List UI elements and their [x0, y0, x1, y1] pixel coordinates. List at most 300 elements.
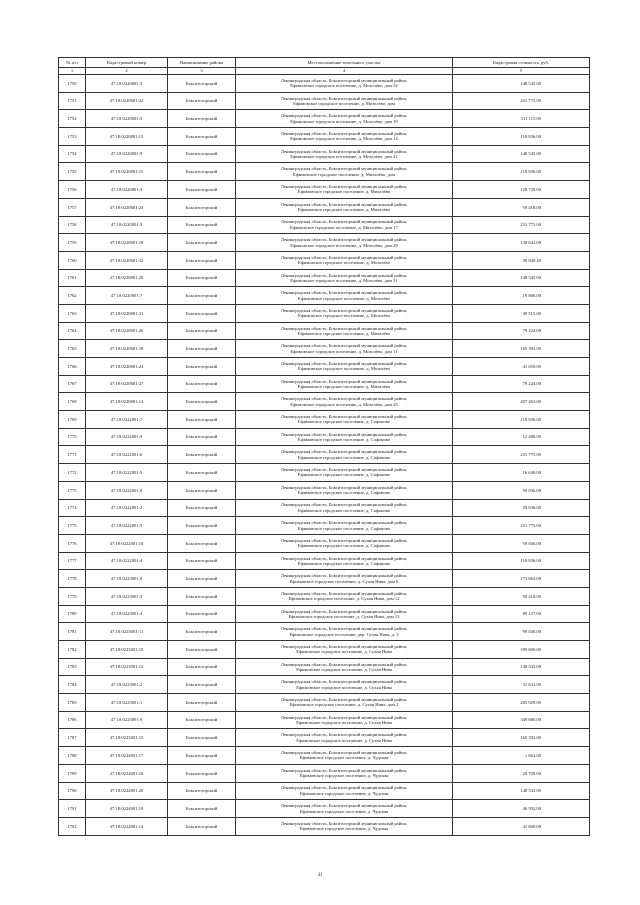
cadastral-value: 89 127.00: [453, 605, 590, 623]
location-line-2: Ефимовское городское поселение, д. Сухая Нива, дом 12: [288, 596, 400, 602]
land-location: [236, 817, 453, 835]
header-district: Наименование района: [168, 58, 236, 68]
column-number: 3: [168, 68, 236, 75]
land-location: [236, 570, 453, 588]
location-line-2: Ефимовское городское поселение, д. Чудская: [299, 826, 389, 832]
table-row: [59, 234, 590, 252]
cadastral-value: 49 515.00: [453, 304, 590, 322]
location-line-1: Ленинградская область, Бокситогорский муниципальный район,: [280, 449, 408, 455]
cadastral-number: 47:18:0224001:17: [86, 747, 168, 765]
row-number: 1788: [59, 747, 86, 765]
district-name: Бокситогорский: [168, 269, 236, 287]
location-line-1: Ленинградская область, Бокситогорский муниципальный район,: [280, 537, 408, 543]
row-number: 1781: [59, 623, 86, 641]
cadastral-number: 47:18:0220001:32: [86, 251, 168, 269]
district-name: Бокситогорский: [168, 817, 236, 835]
column-number: 5: [453, 68, 590, 75]
table-row: [59, 605, 590, 623]
district-name: Бокситогорский: [168, 517, 236, 535]
cadastral-value: 148 545.00: [453, 75, 590, 93]
cadastral-value: 148 545.00: [453, 145, 590, 163]
location-line-1: Ленинградская область, Бокситогорский муниципальный район,: [280, 661, 408, 667]
cadastral-number: 47:18:0220001:19: [86, 234, 168, 252]
cadastral-number: 47:18:0220001:18: [86, 340, 168, 358]
cadastral-number: 47:18:0224001:14: [86, 817, 168, 835]
land-location: [236, 234, 453, 252]
location-line-2: Ефимовское городское поселение, д. Михалёво: [297, 330, 391, 336]
cadastral-value: 165 393.00: [453, 340, 590, 358]
land-location: [236, 605, 453, 623]
cadastral-value: 29 709.00: [453, 764, 590, 782]
header-cadastral-value: Кадастровая стоимость, руб.: [453, 58, 590, 68]
district-name: Бокситогорский: [168, 729, 236, 747]
cadastral-value-table: [58, 57, 590, 836]
cadastral-value: 265 929.00: [453, 694, 590, 712]
page-number: 41: [317, 873, 323, 878]
table-row: [59, 676, 590, 694]
location-line-1: Ленинградская область, Бокситогорский муниципальный район,: [280, 360, 408, 366]
cadastral-value: 39 848.40: [453, 251, 590, 269]
row-number: 1782: [59, 641, 86, 659]
location-line-2: Ефимовское городское поселение, д. Мозолёво: [298, 295, 390, 301]
location-line-1: Ленинградская область, Бокситогорский муниципальный район,: [280, 396, 408, 402]
location-line-1: Ленинградская область, Бокситогорский муниципальный район,: [280, 502, 408, 508]
land-location: [236, 358, 453, 376]
cadastral-number: 47:18:0220001:3: [86, 181, 168, 199]
cadastral-number: 47:18:0222001:6: [86, 446, 168, 464]
row-number: 1785: [59, 694, 86, 712]
land-location: [236, 534, 453, 552]
cadastral-value: 311 115.00: [453, 110, 590, 128]
district-name: Бокситогорский: [168, 764, 236, 782]
table-row: [59, 198, 590, 216]
row-number: 1787: [59, 729, 86, 747]
row-number: 1757: [59, 198, 86, 216]
column-number: 4: [236, 68, 453, 75]
row-number: 1774: [59, 499, 86, 517]
land-location: [236, 375, 453, 393]
location-line-1: Ленинградская область, Бокситогорский муниципальный район,: [280, 237, 408, 243]
cadastral-value: 231 775.00: [453, 92, 590, 110]
district-name: Бокситогорский: [168, 481, 236, 499]
location-line-2: Ефимовское городское поселение, д. Мозолёво, дом 11: [290, 348, 398, 354]
land-location: [236, 393, 453, 411]
row-number: 1773: [59, 481, 86, 499]
cadastral-number: 47:18:0222001:10: [86, 534, 168, 552]
land-location: [236, 92, 453, 110]
land-location: [236, 145, 453, 163]
table-row: [59, 764, 590, 782]
land-location: [236, 216, 453, 234]
district-name: Бокситогорский: [168, 287, 236, 305]
cadastral-number: 47:18:0220001:26: [86, 322, 168, 340]
row-number: 1780: [59, 605, 86, 623]
location-line-1: Ленинградская область, Бокситогорский муниципальный район,: [280, 95, 408, 101]
row-number: 1771: [59, 446, 86, 464]
table-row: [59, 216, 590, 234]
row-number: 1767: [59, 375, 86, 393]
row-number: 1776: [59, 534, 86, 552]
table-row: [59, 517, 590, 535]
cadastral-number: 47:18:0220001:3: [86, 75, 168, 93]
district-name: Бокситогорский: [168, 163, 236, 181]
table-row: [59, 287, 590, 305]
location-line-1: Ленинградская область, Бокситогорский муниципальный район,: [280, 732, 408, 738]
land-location: [236, 782, 453, 800]
location-line-1: Ленинградская область, Бокситогорский муниципальный район,: [280, 803, 408, 809]
location-line-2: Ефимовское городское поселение, д. Сафоново: [297, 490, 391, 496]
cadastral-value: 59 036.00: [453, 481, 590, 499]
district-name: Бокситогорский: [168, 711, 236, 729]
table-row: [59, 711, 590, 729]
location-line-1: Ленинградская область, Бокситогорский муниципальный район,: [280, 184, 408, 190]
row-number: 1779: [59, 587, 86, 605]
land-location: [236, 163, 453, 181]
cadastral-value: 46 592.00: [453, 800, 590, 818]
district-name: Бокситогорский: [168, 570, 236, 588]
location-line-1: Ленинградская область, Бокситогорский муниципальный район,: [280, 378, 408, 384]
location-line-1: Ленинградская область, Бокситогорский муниципальный район,: [280, 767, 408, 773]
cadastral-number: 47:18:0220001:3: [86, 216, 168, 234]
cadastral-number: 47:18:0223001:9: [86, 711, 168, 729]
row-number: 1770: [59, 428, 86, 446]
row-number: 1755: [59, 163, 86, 181]
district-name: Бокситогорский: [168, 198, 236, 216]
row-number: 1789: [59, 764, 86, 782]
location-line-2: Ефимовское городское поселение, д. Михалёво, дом: [292, 171, 396, 177]
location-line-1: Ленинградская область, Бокситогорский муниципальный район,: [280, 520, 408, 526]
table-row: [59, 251, 590, 269]
land-location: [236, 747, 453, 765]
table-column-number-row: [59, 68, 590, 75]
land-location: [236, 499, 453, 517]
district-name: Бокситогорский: [168, 428, 236, 446]
cadastral-value: 59 036.00: [453, 499, 590, 517]
location-line-2: Ефимовское городское поселение, д. Сафоново: [297, 543, 391, 549]
column-number: 1: [59, 68, 86, 75]
land-location: [236, 694, 453, 712]
row-number: 1760: [59, 251, 86, 269]
table-row: [59, 658, 590, 676]
row-number: 1790: [59, 782, 86, 800]
cadastral-value: 231 775.00: [453, 216, 590, 234]
cadastral-value: 16 640.00: [453, 464, 590, 482]
district-name: Бокситогорский: [168, 145, 236, 163]
cadastral-value: 41 650.00: [453, 358, 590, 376]
table-row: [59, 747, 590, 765]
cadastral-value: 148 545.00: [453, 658, 590, 676]
location-line-2: Ефимовское городское поселение, д. Михалёво: [297, 189, 391, 195]
location-line-1: Ленинградская область, Бокситогорский муниципальный район,: [280, 785, 408, 791]
table-row: [59, 782, 590, 800]
cadastral-value: 118 836.00: [453, 128, 590, 146]
table-row: [59, 587, 590, 605]
land-location: [236, 464, 453, 482]
land-location: [236, 428, 453, 446]
location-line-1: Ленинградская область, Бокситогорский муниципальный район,: [280, 254, 408, 260]
district-name: Бокситогорский: [168, 322, 236, 340]
location-line-2: Ефимовское городское поселение, д. Чудская: [299, 755, 389, 761]
cadastral-number: 47:18:0223001:3: [86, 587, 168, 605]
location-line-2: Ефимовское городское поселение, д. Мозолёво, дом 31: [290, 277, 398, 283]
table-row: [59, 694, 590, 712]
table-row: [59, 641, 590, 659]
land-location: [236, 75, 453, 93]
land-location: [236, 552, 453, 570]
table-row: [59, 534, 590, 552]
cadastral-value: 190 600.00: [453, 641, 590, 659]
cadastral-number: 47:18:0222001:5: [86, 464, 168, 482]
row-number: 1765: [59, 340, 86, 358]
land-location: [236, 110, 453, 128]
district-name: Бокситогорский: [168, 251, 236, 269]
cadastral-value: 118 836.00: [453, 552, 590, 570]
location-line-2: Ефимовское городское поселение, д. Мозолёво, дом 25: [290, 401, 398, 407]
land-location: [236, 340, 453, 358]
header-number: № п/п: [59, 58, 86, 68]
district-name: Бокситогорский: [168, 623, 236, 641]
table-row: [59, 322, 590, 340]
location-line-1: Ленинградская область, Бокситогорский муниципальный район,: [280, 626, 408, 632]
cadastral-number: 47:18:0223001:4: [86, 605, 168, 623]
row-number: 1758: [59, 216, 86, 234]
row-number: 1768: [59, 393, 86, 411]
location-line-2: Ефимовское городское поселение, д. Сафоново: [297, 419, 391, 425]
table-row: [59, 128, 590, 146]
district-name: Бокситогорский: [168, 446, 236, 464]
land-location: [236, 623, 453, 641]
location-line-2: Ефимовское городское поселение, д. Сухая Нива, дом 13: [288, 613, 400, 619]
header-location: Местоположение земельного участка: [236, 58, 453, 68]
cadastral-value: 148 545.00: [453, 782, 590, 800]
district-name: Бокситогорский: [168, 340, 236, 358]
location-line-1: Ленинградская область, Бокситогорский муниципальный район,: [280, 820, 408, 826]
cadastral-number: 47:18:0223001:8: [86, 570, 168, 588]
cadastral-value: 59 418.00: [453, 198, 590, 216]
location-line-1: Ленинградская область, Бокситогорский муниципальный район,: [280, 555, 408, 561]
table-row: [59, 163, 590, 181]
location-line-2: Ефимовское городское поселение, д. Сафоново: [297, 472, 391, 478]
cadastral-value: 79 224.00: [453, 375, 590, 393]
table-header-row: [59, 58, 590, 68]
cadastral-value: 79 224.00: [453, 322, 590, 340]
location-line-1: Ленинградская область, Бокситогорский муниципальный район,: [280, 750, 408, 756]
location-line-2: Ефимовское городское поселение, д. Сухая Нива: [296, 684, 392, 690]
table-row: [59, 110, 590, 128]
cadastral-number: 47:18:0222001:4: [86, 552, 168, 570]
location-line-2: Ефимовское городское поселение, д. Сухая Нива, дом 6: [289, 578, 399, 584]
location-line-2: Ефимовское городское поселение, д. Чудская: [299, 773, 389, 779]
land-location: [236, 304, 453, 322]
district-name: Бокситогорский: [168, 782, 236, 800]
row-number: 1753: [59, 128, 86, 146]
location-line-1: Ленинградская область, Бокситогорский муниципальный район,: [280, 113, 408, 119]
cadastral-number: 47:18:0223001:13: [86, 729, 168, 747]
column-number: 2: [86, 68, 168, 75]
location-line-1: Ленинградская область, Бокситогорский муниципальный район,: [280, 166, 408, 172]
row-number: 1786: [59, 711, 86, 729]
land-location: [236, 658, 453, 676]
location-line-1: Ленинградская область, Бокситогорский муниципальный район,: [280, 219, 408, 225]
location-line-2: Ефимовское городское поселение, д. Сафоново: [297, 507, 391, 513]
cadastral-number: 47:18:0220001:5: [86, 110, 168, 128]
location-line-2: Ефимовское городское поселение, д. Мозолёво: [298, 366, 390, 372]
location-line-1: Ленинградская область, Бокситогорский муниципальный район,: [280, 414, 408, 419]
table-body: [59, 75, 590, 836]
cadastral-value: 118 836.00: [453, 163, 590, 181]
location-line-1: Ленинградская область, Бокситогорский муниципальный район,: [280, 290, 408, 296]
table-row: [59, 817, 590, 835]
table-row: [59, 800, 590, 818]
cadastral-value: 118 836.00: [453, 411, 590, 429]
cadastral-value: 41 600.00: [453, 817, 590, 835]
district-name: Бокситогорский: [168, 128, 236, 146]
location-line-1: Ленинградская область, Бокситогорский муниципальный район,: [280, 431, 408, 437]
cadastral-number: 47:18:0220001:31: [86, 304, 168, 322]
cadastral-value: 165 393.00: [453, 729, 590, 747]
district-name: Бокситогорский: [168, 747, 236, 765]
table-row: [59, 428, 590, 446]
cadastral-value: 59 036.00: [453, 534, 590, 552]
cadastral-number: 47:18:0224001:19: [86, 800, 168, 818]
table-row: [59, 411, 590, 429]
location-line-2: Ефимовское городское поселение, д. Чудская: [299, 808, 389, 814]
location-line-1: Ленинградская область, Бокситогорский муниципальный район,: [280, 714, 408, 720]
location-line-2: Ефимовское городское поселение, дер. Сухая Нива, д. 5: [289, 631, 399, 637]
cadastral-value: 138 642.00: [453, 234, 590, 252]
location-line-2: Ефимовское городское поселение, д. Михалёво, дом 17: [290, 224, 398, 230]
cadastral-value: 207 263.00: [453, 393, 590, 411]
cadastral-number: 47:18:0222001:9: [86, 428, 168, 446]
district-name: Бокситогорский: [168, 605, 236, 623]
row-number: 1777: [59, 552, 86, 570]
table-row: [59, 552, 590, 570]
location-line-2: Ефимовское городское поселение, д. Михалёво: [297, 207, 391, 213]
district-name: Бокситогорский: [168, 75, 236, 93]
row-number: 1784: [59, 676, 86, 694]
table-row: [59, 375, 590, 393]
row-number: 1769: [59, 411, 86, 429]
land-location: [236, 181, 453, 199]
district-name: Бокситогорский: [168, 676, 236, 694]
district-name: Бокситогорский: [168, 499, 236, 517]
row-number: 1754: [59, 145, 86, 163]
cadastral-number: 47:18:0220001:28: [86, 269, 168, 287]
cadastral-value: 231 775.00: [453, 517, 590, 535]
location-line-1: Ленинградская область, Бокситогорский муниципальный район,: [280, 343, 408, 349]
land-location: [236, 287, 453, 305]
district-name: Бокситогорский: [168, 587, 236, 605]
cadastral-number: 47:18:0223001:1: [86, 694, 168, 712]
cadastral-number: 47:18:0222001:7: [86, 411, 168, 429]
location-line-2: Ефимовское городское поселение, д. Мозолёво, дом: [293, 101, 395, 107]
table-row: [59, 92, 590, 110]
cadastral-number: 47:18:0223001:2: [86, 676, 168, 694]
cadastral-number: 47:18:0223001:10: [86, 641, 168, 659]
table-row: [59, 464, 590, 482]
location-line-1: Ленинградская область, Бокситогорский муниципальный район,: [280, 131, 408, 136]
district-name: Бокситогорский: [168, 411, 236, 429]
cadastral-number: 47:18:0220001:24: [86, 358, 168, 376]
row-number: 1772: [59, 464, 86, 482]
cadastral-number: 47:18:0222001:2: [86, 499, 168, 517]
location-line-2: Ефимовское городское поселение, д. Мозолёво, дом 19: [290, 118, 398, 124]
district-name: Бокситогорский: [168, 216, 236, 234]
table-row: [59, 570, 590, 588]
location-line-2: Ефимовское городское поселение, д. Мозолёво, дом 21: [290, 154, 398, 160]
location-line-1: Ленинградская область, Бокситогорский муниципальный район,: [280, 467, 408, 473]
district-name: Бокситогорский: [168, 534, 236, 552]
table-row: [59, 499, 590, 517]
cadastral-value: 31 633.00: [453, 676, 590, 694]
cadastral-value: 1 664.00: [453, 747, 590, 765]
table-row: [59, 181, 590, 199]
cadastral-number: 47:18:0220001:7: [86, 287, 168, 305]
location-line-1: Ленинградская область, Бокситогорский муниципальный район,: [280, 608, 408, 614]
table-row: [59, 145, 590, 163]
land-location: [236, 587, 453, 605]
land-location: [236, 251, 453, 269]
row-number: 1763: [59, 304, 86, 322]
location-line-2: Ефимовское городское поселение, д. Сафоново: [297, 560, 391, 566]
cadastral-number: 47:18:0220001:9: [86, 145, 168, 163]
location-line-2: Ефимовское городское поселение, д. Сухая Нива: [296, 737, 392, 743]
cadastral-number: 47:18:0224001:20: [86, 782, 168, 800]
land-location: [236, 711, 453, 729]
location-line-2: Ефимовское городское поселение, д. Мозолёво, дом 32: [290, 83, 398, 89]
district-name: Бокситогорский: [168, 304, 236, 322]
row-number: 1752: [59, 110, 86, 128]
cadastral-number: 47:18:0223001:11: [86, 623, 168, 641]
location-line-2: Ефимовское городское поселение, д. Сухая Нива: [296, 720, 392, 726]
cadastral-value: 148 545.00: [453, 269, 590, 287]
land-location: [236, 198, 453, 216]
table-row: [59, 75, 590, 93]
table-row: [59, 304, 590, 322]
land-location: [236, 517, 453, 535]
location-line-1: Ленинградская область, Бокситогорский муниципальный район,: [280, 77, 408, 83]
location-line-2: Ефимовское городское поселение, д. Мозолёво: [298, 313, 390, 319]
location-line-1: Ленинградская область, Бокситогорский муниципальный район,: [280, 201, 408, 207]
cadastral-number: 47:18:0220001:13: [86, 128, 168, 146]
location-line-2: Ефимовское городское поселение, д. Мозолёво, дом 14: [290, 136, 398, 142]
cadastral-number: 47:18:0220001:27: [86, 375, 168, 393]
cadastral-number: 47:18:0220001:15: [86, 163, 168, 181]
cadastral-value: 99 030.00: [453, 623, 590, 641]
table-row: [59, 623, 590, 641]
location-line-2: Ефимовское городское поселение, д. Чудская: [299, 790, 389, 796]
location-line-1: Ленинградская область, Бокситогорский муниципальный район,: [280, 484, 408, 490]
location-line-1: Ленинградская область, Бокситогорский муниципальный район,: [280, 307, 408, 313]
district-name: Бокситогорский: [168, 694, 236, 712]
table-row: [59, 358, 590, 376]
row-number: 1766: [59, 358, 86, 376]
row-number: 1756: [59, 181, 86, 199]
location-line-1: Ленинградская область, Бокситогорский муниципальный район,: [280, 272, 408, 278]
header-cadastral-number: Кадастровый номер: [86, 58, 168, 68]
cadastral-value: 128 739.00: [453, 181, 590, 199]
land-location: [236, 411, 453, 429]
location-line-2: Ефимовское городское поселение, д. Сафоново: [297, 454, 391, 460]
table-row: [59, 481, 590, 499]
land-location: [236, 764, 453, 782]
location-line-1: Ленинградская область, Бокситогорский муниципальный район,: [280, 573, 408, 579]
district-name: Бокситогорский: [168, 92, 236, 110]
land-location: [236, 729, 453, 747]
location-line-2: Ефимовское городское поселение, д. Михалёво: [297, 384, 391, 390]
row-number: 1750: [59, 75, 86, 93]
district-name: Бокситогорский: [168, 358, 236, 376]
